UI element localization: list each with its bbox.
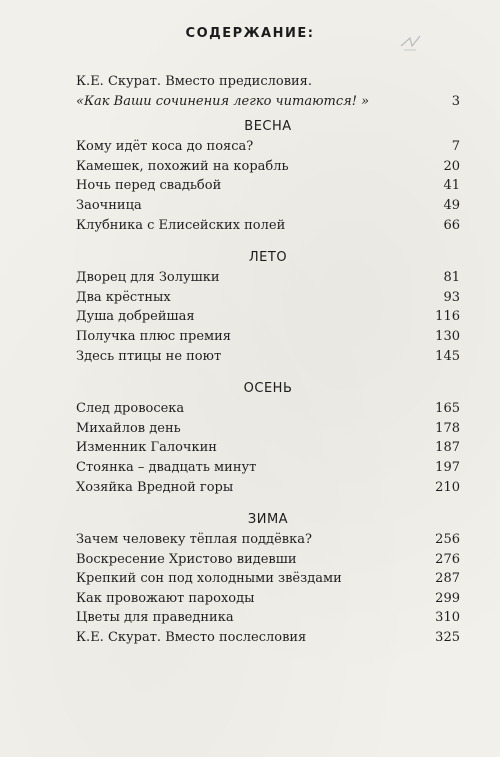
toc-entry-title: Клубника с Елисейских полей [76, 217, 286, 233]
toc-entry-title: Михайлов день [76, 420, 181, 436]
toc-entry [76, 196, 460, 216]
toc-entry [76, 347, 460, 367]
toc-entry [76, 438, 460, 458]
toc-entry-title: След дровосека [76, 401, 185, 417]
toc-entry-page: 20 [443, 158, 460, 174]
toc-entry [76, 608, 460, 628]
toc-entry [76, 307, 460, 327]
toc-entry-page: 178 [435, 420, 460, 436]
toc-entry-page: 210 [435, 479, 460, 495]
toc-entry-title: Камешек, похожий на корабль [76, 158, 289, 174]
toc-entry-title: Кому идёт коса до пояса? [76, 139, 254, 155]
toc-entry [76, 550, 460, 570]
toc-entry-preface-line2 [76, 92, 460, 112]
toc-entry-page: 41 [443, 178, 460, 194]
toc-entry [76, 419, 460, 439]
toc-entry [76, 530, 460, 550]
toc-entry-title: «Как Ваши сочинения легко читаются! » [76, 93, 370, 109]
section-heading-summer: ЛЕТО [248, 250, 288, 266]
toc-entry-page: 130 [435, 328, 460, 344]
toc-entry-page: 116 [435, 309, 460, 325]
toc-entry-page: 93 [443, 289, 460, 305]
toc-entry-page: 187 [435, 440, 460, 456]
toc-entry-page: 256 [435, 532, 460, 548]
toc-entry [76, 569, 460, 589]
toc-entry-title: Заочница [76, 197, 142, 213]
toc-entry-title: Здесь птицы не поют [76, 348, 222, 364]
toc-entry-title: Дворец для Золушки [76, 270, 220, 286]
toc-entry [76, 327, 460, 347]
toc-entry-page: 165 [435, 401, 460, 417]
toc-entry-title: К.Е. Скурат. Вместо послесловия [76, 630, 307, 646]
toc-entry-title: Хозяйка Вредной горы [76, 479, 234, 495]
toc-entry-title: Крепкий сон под холодными звёздами [76, 571, 342, 587]
toc-entry-page: 145 [435, 348, 460, 364]
toc-entry-page: 299 [435, 590, 460, 606]
toc-entry-page: 287 [435, 571, 460, 587]
toc-entry [76, 628, 460, 648]
toc-entry-preface-line1 [76, 72, 460, 92]
toc-entry-title: Зачем человеку тёплая поддёвка? [76, 532, 312, 548]
toc-entry-page: 7 [451, 139, 460, 155]
toc-entry-title: Стоянка – двадцать минут [76, 459, 257, 475]
table-of-contents [76, 72, 460, 648]
toc-entry-page: 276 [435, 551, 460, 567]
toc-entry-page: 310 [435, 610, 460, 626]
toc-entry [76, 157, 460, 177]
toc-entry-page: 49 [443, 197, 460, 213]
toc-entry-page: 3 [451, 93, 460, 109]
toc-entry-title: Воскресение Христово видевши [76, 551, 297, 567]
toc-entry [76, 176, 460, 196]
toc-entry-title: К.Е. Скурат. Вместо предисловия. [76, 74, 313, 89]
toc-entry-page: 81 [443, 270, 460, 286]
toc-entry-page: 66 [443, 217, 460, 233]
toc-entry-page: 325 [435, 630, 460, 646]
toc-entry [76, 216, 460, 236]
toc-entry [76, 137, 460, 157]
section-heading-autumn: ОСЕНЬ [243, 381, 293, 397]
toc-entry [76, 268, 460, 288]
section-heading-spring: ВЕСНА [244, 119, 292, 135]
toc-entry [76, 458, 460, 478]
toc-entry [76, 288, 460, 308]
toc-entry-title: Два крёстных [76, 289, 171, 305]
toc-entry-title: Цветы для праведника [76, 610, 234, 626]
toc-entry-title: Ночь перед свадьбой [76, 178, 222, 194]
toc-entry-page: 197 [435, 459, 460, 475]
toc-entry-title: Душа добрейшая [76, 309, 195, 325]
toc-entry-title: Изменник Галочкин [76, 440, 217, 456]
toc-entry [76, 399, 460, 419]
section-heading-winter: ЗИМА [247, 512, 289, 528]
toc-entry-title: Получка плюс премия [76, 328, 231, 344]
toc-entry [76, 478, 460, 498]
toc-entry [76, 589, 460, 609]
toc-heading: СОДЕРЖАНИЕ: [185, 26, 315, 41]
toc-entry-title: Как провожают пароходы [76, 590, 255, 606]
